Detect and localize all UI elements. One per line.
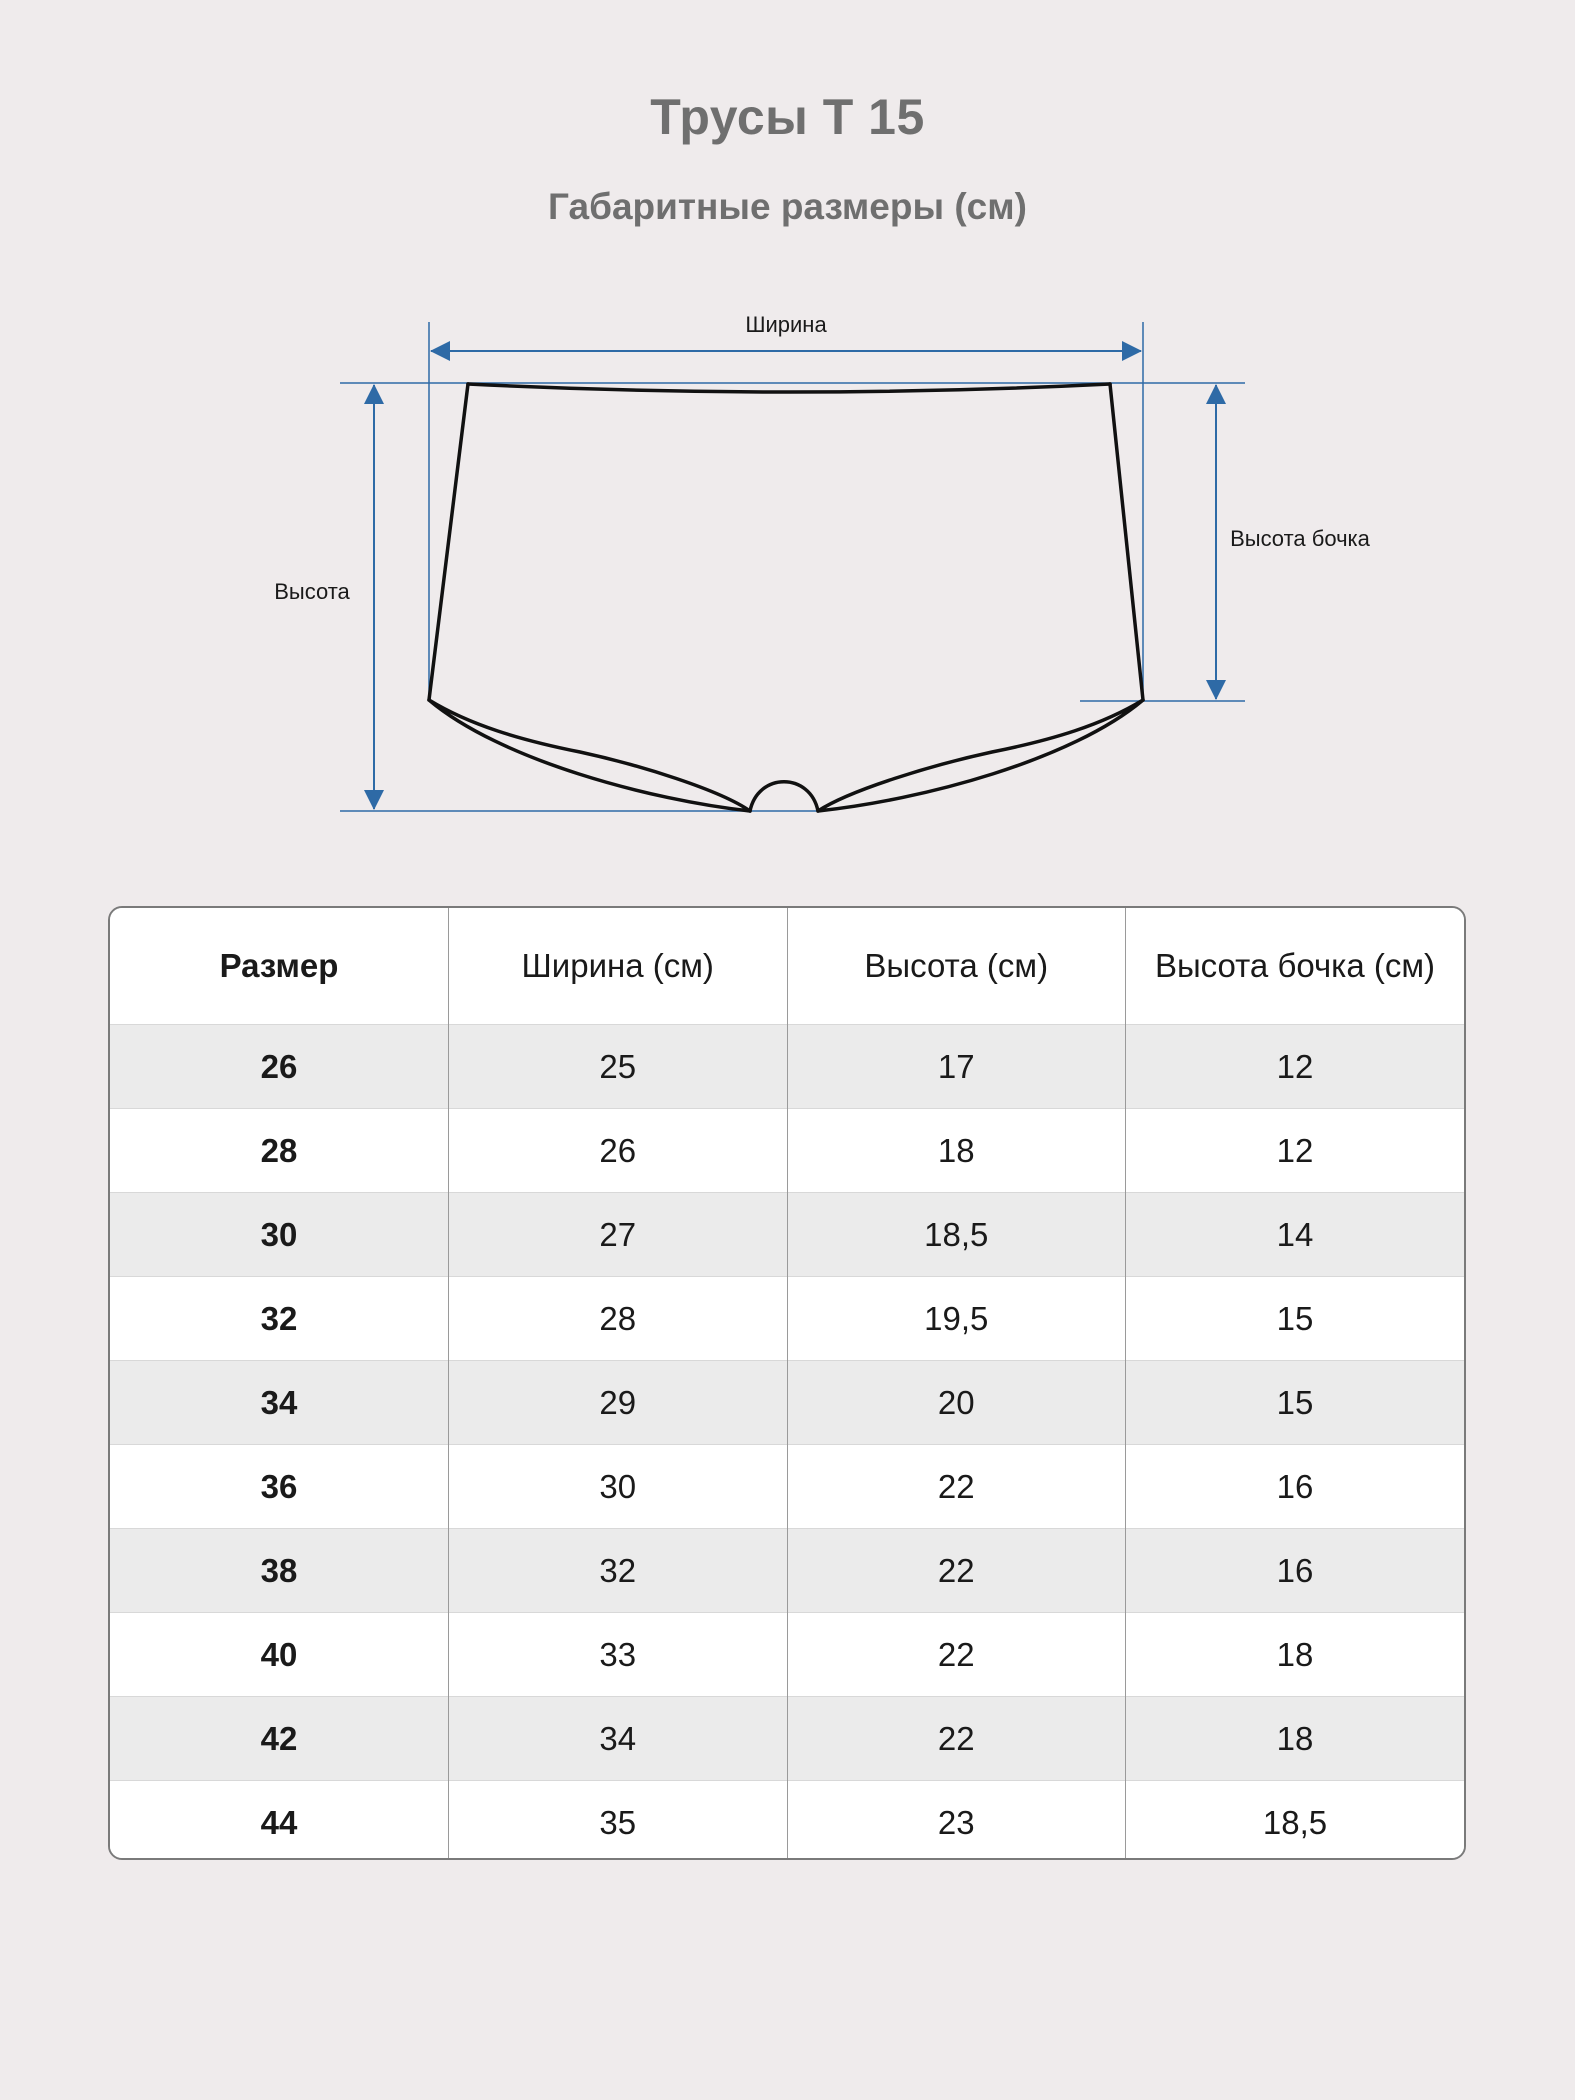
left-leg-line xyxy=(429,700,750,811)
header-height: Высота (см) xyxy=(787,908,1126,1025)
dimension-arrows xyxy=(374,351,1216,809)
table-row xyxy=(110,1445,1464,1529)
cell-side-height: 12 xyxy=(1126,1109,1465,1193)
table-row xyxy=(110,1697,1464,1781)
cell-size: 44 xyxy=(110,1781,449,1861)
cell-size: 38 xyxy=(110,1529,449,1613)
size-table xyxy=(110,908,1464,1860)
cell-side-height: 16 xyxy=(1126,1529,1465,1613)
cell-width: 34 xyxy=(449,1697,788,1781)
right-leg-line xyxy=(818,700,1143,811)
table-row xyxy=(110,1361,1464,1445)
cell-size: 28 xyxy=(110,1109,449,1193)
cell-size: 42 xyxy=(110,1697,449,1781)
cell-width: 28 xyxy=(449,1277,788,1361)
header-size: Размер xyxy=(110,908,449,1025)
cell-size: 40 xyxy=(110,1613,449,1697)
cell-height: 22 xyxy=(787,1445,1126,1529)
header-side-height: Высота бочка (см) xyxy=(1126,908,1465,1025)
cell-height: 22 xyxy=(787,1697,1126,1781)
size-diagram xyxy=(0,0,1575,860)
cell-size: 36 xyxy=(110,1445,449,1529)
cell-width: 33 xyxy=(449,1613,788,1697)
cell-height: 20 xyxy=(787,1361,1126,1445)
cell-size: 34 xyxy=(110,1361,449,1445)
table-row xyxy=(110,1025,1464,1109)
table-row xyxy=(110,1109,1464,1193)
table-row xyxy=(110,1529,1464,1613)
cell-width: 27 xyxy=(449,1193,788,1277)
table-row xyxy=(110,1781,1464,1861)
cell-side-height: 18 xyxy=(1126,1697,1465,1781)
extension-lines xyxy=(340,322,1245,811)
cell-height: 22 xyxy=(787,1529,1126,1613)
height-label: Высота xyxy=(274,579,350,604)
width-label: Ширина xyxy=(745,312,827,337)
page-subtitle: Габаритные размеры (см) xyxy=(548,186,1027,227)
cell-height: 17 xyxy=(787,1025,1126,1109)
cell-side-height: 12 xyxy=(1126,1025,1465,1109)
cell-height: 19,5 xyxy=(787,1277,1126,1361)
header-width: Ширина (см) xyxy=(449,908,788,1025)
cell-side-height: 15 xyxy=(1126,1361,1465,1445)
cell-side-height: 14 xyxy=(1126,1193,1465,1277)
cell-width: 30 xyxy=(449,1445,788,1529)
waistband-line xyxy=(468,384,1110,392)
garment-outline xyxy=(429,384,1143,811)
cell-size: 32 xyxy=(110,1277,449,1361)
side-height-label: Высота бочка xyxy=(1230,526,1370,551)
cell-side-height: 15 xyxy=(1126,1277,1465,1361)
cell-height: 23 xyxy=(787,1781,1126,1861)
cell-size: 26 xyxy=(110,1025,449,1109)
cell-side-height: 16 xyxy=(1126,1445,1465,1529)
cell-width: 26 xyxy=(449,1109,788,1193)
left-side-line xyxy=(429,384,468,700)
cell-width: 32 xyxy=(449,1529,788,1613)
cell-height: 18 xyxy=(787,1109,1126,1193)
cell-width: 35 xyxy=(449,1781,788,1861)
table-header-row xyxy=(110,908,1464,1025)
table-row xyxy=(110,1277,1464,1361)
cell-side-height: 18 xyxy=(1126,1613,1465,1697)
crotch-line xyxy=(750,782,818,811)
table-row xyxy=(110,1193,1464,1277)
table-row xyxy=(110,1613,1464,1697)
cell-height: 18,5 xyxy=(787,1193,1126,1277)
cell-side-height: 18,5 xyxy=(1126,1781,1465,1861)
cell-height: 22 xyxy=(787,1613,1126,1697)
size-table-container xyxy=(108,906,1466,1860)
right-side-line xyxy=(1110,384,1143,700)
cell-size: 30 xyxy=(110,1193,449,1277)
cell-width: 25 xyxy=(449,1025,788,1109)
cell-width: 29 xyxy=(449,1361,788,1445)
page-title: Трусы Т 15 xyxy=(650,89,925,145)
